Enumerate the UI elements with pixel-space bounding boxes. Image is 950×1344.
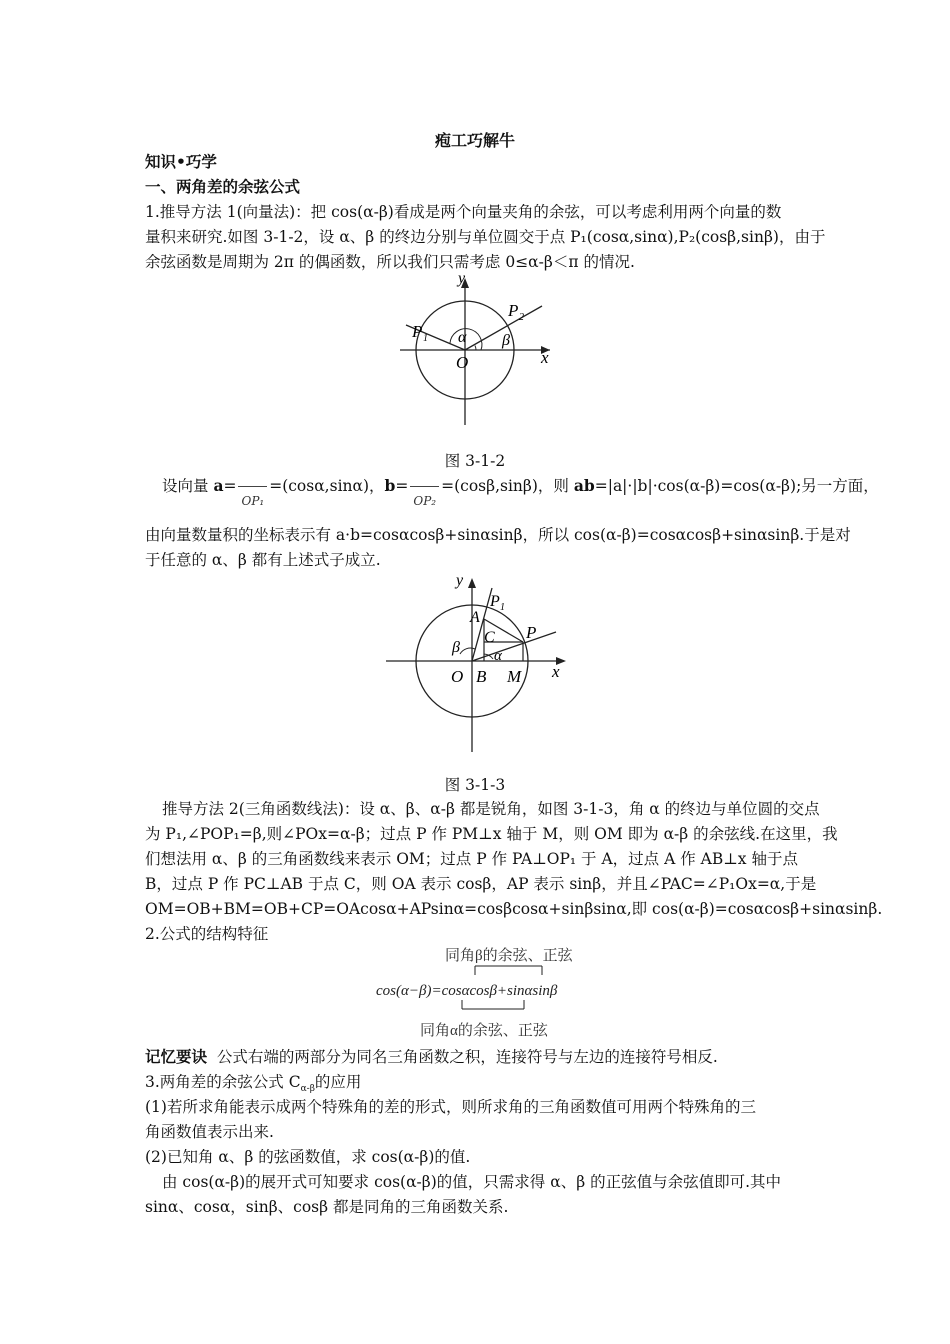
fig1-alpha-label: α xyxy=(458,329,467,346)
p2-vector-b: b xyxy=(384,476,396,495)
p2-eq1: = xyxy=(223,477,237,495)
paragraph-3-line-5: OM=OB+BM=OB+CP=OAcosα+APsinα=cosβcosα+sinβsinα,即 cos(α-β)=cosαcosβ+sinαsinβ. xyxy=(145,900,883,918)
paragraph-3-line-3: 们想法用 α、β 的三角函数线来表示 OM；过点 P 作 PA⊥OP₁ 于 A，过点 A 作 AB⊥x 轴于点 xyxy=(145,850,798,868)
fig1-p2-label: P xyxy=(508,301,519,320)
fig1-p1-sub: 1 xyxy=(423,333,428,344)
section-label: 知识•巧学 xyxy=(145,153,217,171)
figure-3-1-3 xyxy=(380,570,580,755)
paragraph-1-line-1: 1.推导方法 1(向量法)：把 cos(α-β)看成是两个向量夹角的余弦，可以考虑利用两个向量的数 xyxy=(145,203,782,221)
paragraph-3-line-2: 为 P₁,∠POP₁=β,则∠POx=α-β；过点 P 作 PM⊥x 轴于 M，则 OM 即为 α-β 的余弦线.在这里，我 xyxy=(145,825,838,843)
fig1-origin-label: O xyxy=(456,353,469,372)
fig2-beta-label: β xyxy=(452,639,460,656)
paragraph-2-line-2: 由向量数量积的坐标表示有 a·b=cosαcosβ+sinαsinβ，所以 cos(α-β)=cosαcosβ+sinαsinβ.于是对 xyxy=(145,526,851,544)
memory-tip-text: 公式右端的两部分为同名三角函数之积，连接符号与左边的连接符号相反. xyxy=(216,1048,718,1066)
p2-mid2: =(cosβ,sinβ)，则 xyxy=(441,477,574,495)
p2-ab: ab xyxy=(573,476,595,495)
p2-rest: =|a|·|b|·cos(α-β)=cos(α-β);另一方面， xyxy=(594,477,879,495)
heading-2: 2.公式的结构特征 xyxy=(145,925,269,943)
page-title: 疱工巧解牛 xyxy=(434,131,515,150)
fig2-p-label: P xyxy=(526,623,537,642)
p2-vector-a: a xyxy=(213,476,224,495)
fig2-p1-sub: 1 xyxy=(500,602,505,613)
paragraph-1-line-3: 余弦函数是周期为 2π 的偶函数，所以我们只需考虑 0≤α-β＜π 的情况. xyxy=(145,253,635,271)
item-1-line-1: (1)若所求角能表示成两个特殊角的差的形式，则所求角的三角函数值可用两个特殊角的三 xyxy=(145,1098,756,1116)
paragraph-3-line-4: B，过点 P 作 PC⊥AB 于点 C，则 OA 表示 cosβ，AP 表示 sinβ，并且∠PAC=∠P₁Ox=α,于是 xyxy=(145,875,817,893)
paragraph-4-line-1: 由 cos(α-β)的展开式可知要求 cos(α-β)的值，只需求得 α、β 的正弦值与余弦值即可.其中 xyxy=(162,1173,782,1191)
paragraph-2-line-3: 于任意的 α、β 都有上述式子成立. xyxy=(145,551,381,569)
figure-3-1-2 xyxy=(390,270,570,430)
vector-op2: OP₂ xyxy=(410,486,439,513)
fig2-y-label: y xyxy=(456,572,464,589)
item-2: (2)已知角 α、β 的弦函数值，求 cos(α-β)的值. xyxy=(145,1148,471,1166)
paragraph-3-line-1: 推导方法 2(三角函数线法)：设 α、β、α-β 都是锐角，如图 3-1-3，角 α 的终边与单位圆的交点 xyxy=(162,800,820,818)
fig1-beta-label: β xyxy=(502,332,510,349)
p2-pre: 设向量 xyxy=(162,477,214,495)
vector-op1: OP₁ xyxy=(238,486,267,513)
heading-3-tail: 的应用 xyxy=(314,1073,362,1091)
heading-1: 一、两角差的余弦公式 xyxy=(145,178,301,196)
fig1-p2-sub: 2 xyxy=(519,312,524,323)
item-1-line-2: 角函数值表示出来. xyxy=(145,1123,274,1141)
fig2-p1-label: P xyxy=(490,593,500,610)
fig1-y-label: y xyxy=(458,270,466,287)
memory-tip xyxy=(145,1045,718,1069)
fig2-b-label: B xyxy=(476,667,487,686)
paragraph-1-line-2: 量积来研究.如图 3-1-2，设 α、β 的终边分别与单位圆交于点 P₁(cosα,sinα),P₂(cosβ,sinβ)，由于 xyxy=(145,228,826,246)
fig1-x-label: x xyxy=(541,348,549,367)
fig2-a-label: A xyxy=(470,609,480,626)
figure-3-1-3-caption: 图 3-1-3 xyxy=(444,776,506,794)
formula-bottom-label: 同角α的余弦、正弦 xyxy=(420,1023,548,1039)
fig2-c-label: C xyxy=(484,629,495,646)
figure-3-1-2-caption: 图 3-1-2 xyxy=(444,452,506,470)
heading-3-text: 3.两角差的余弦公式 C xyxy=(145,1073,301,1091)
heading-3-sub: α-β xyxy=(300,1084,315,1095)
fig2-alpha-label: α xyxy=(494,648,502,664)
p2-mid1: =(cosα,sinα)， xyxy=(269,477,385,495)
paragraph-4-line-2: sinα、cosα，sinβ、cosβ 都是同角的三角函数关系. xyxy=(145,1198,509,1216)
fig2-x-label: x xyxy=(552,662,560,681)
fig2-origin-label: O xyxy=(451,667,464,686)
formula-top-label: 同角β的余弦、正弦 xyxy=(445,948,573,964)
p2-eq2: = xyxy=(395,477,409,495)
memory-tip-label: 记忆要诀 xyxy=(145,1048,208,1066)
fig2-m-label: M xyxy=(507,667,522,686)
paragraph-2-line-1 xyxy=(162,474,879,513)
formula-expression: cos(α−β)=cosαcosβ+sinαsinβ xyxy=(376,983,558,999)
fig1-p1-label: P xyxy=(412,322,423,341)
